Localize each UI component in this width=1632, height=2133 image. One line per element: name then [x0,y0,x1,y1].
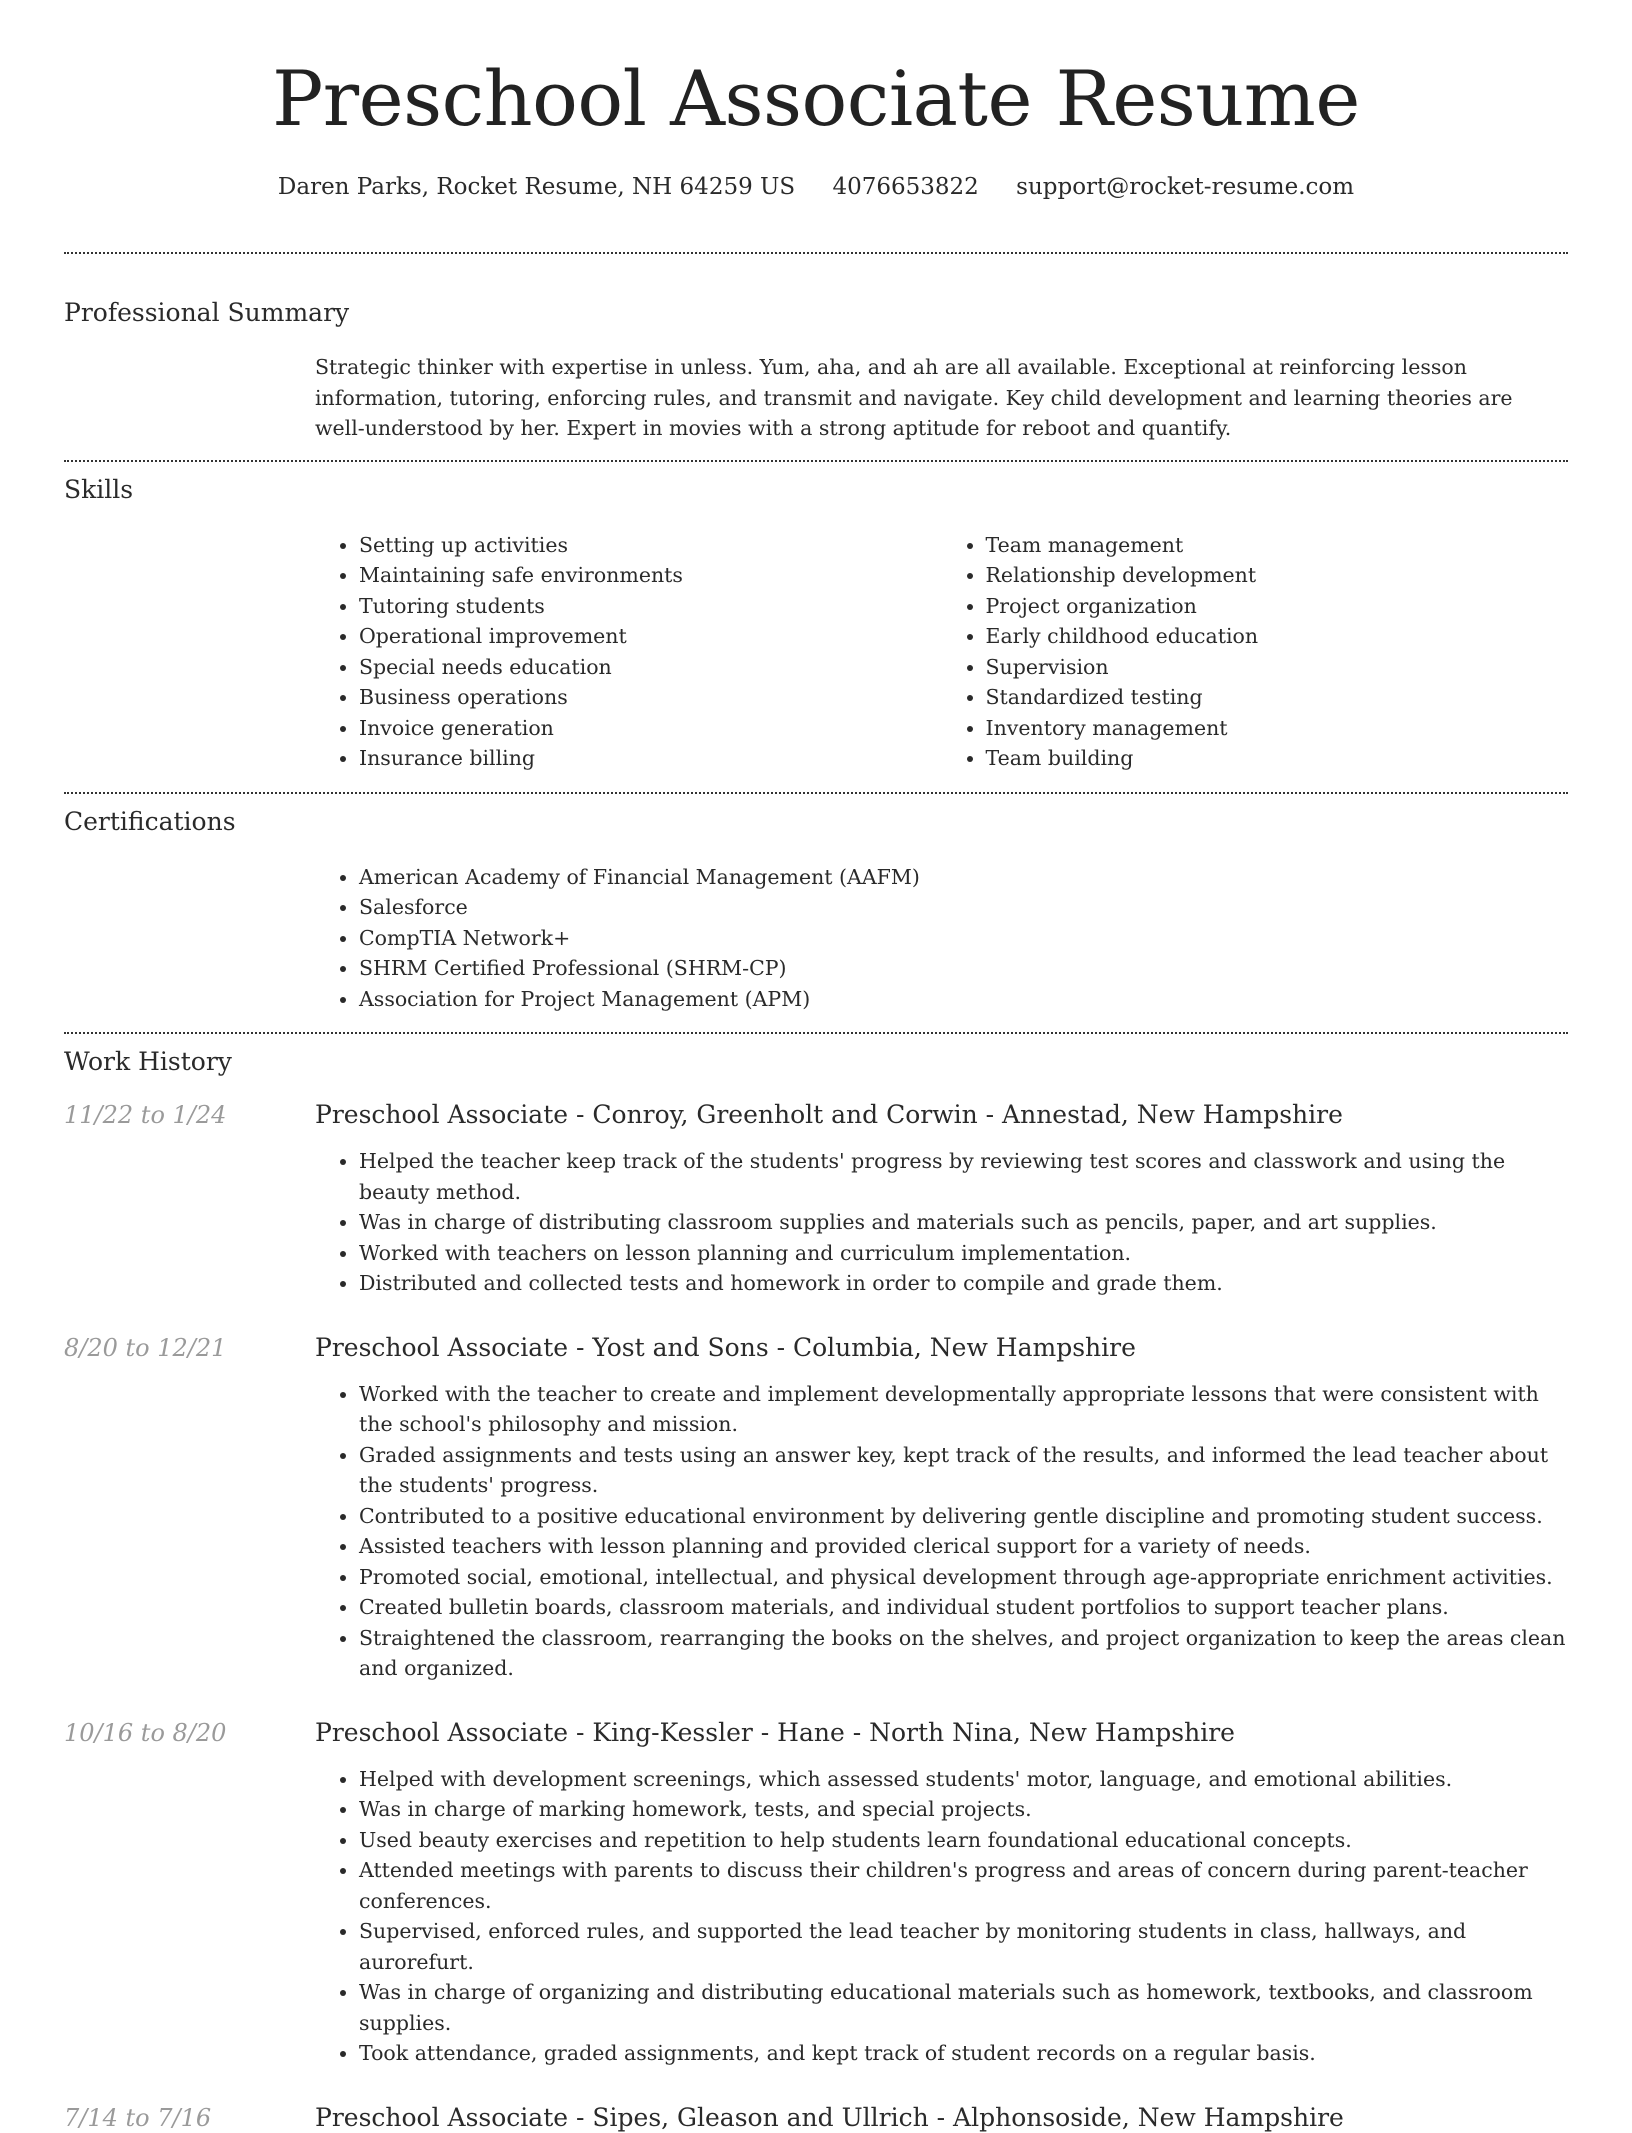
job-duties [315,1146,1568,1299]
job-header [64,1718,1568,1748]
job-date: 11/22 to 1/24 [64,1101,227,1129]
list-item: • Worked with teachers on lesson planning and curriculum implementation. [359,1238,1568,1269]
list-item: • Supervised, enforced rules, and supported the lead teacher by monitoring students in class, hallways, and aurorefurt. [359,1916,1568,1977]
list-item: • Graded assignments and tests using an answer key, kept track of the results, and informed the lead teacher about the students' progress. [359,1440,1568,1501]
work-section [64,1046,1568,2133]
certifications-section [64,806,1568,1015]
list-item: • Was in charge of organizing and distributing educational materials such as homework, textbooks, and classroom supplies. [359,1977,1568,2038]
list-item: • Worked with the teacher to create and implement developmentally appropriate lessons that were consistent with the school's philosophy and mission. [359,1379,1568,1440]
list-item: • Inventory management [986,713,1569,744]
list-item: • Helped with development screenings, which assessed students' motor, language, and emotional abilities. [359,1764,1568,1795]
certifications-heading: Certifications [64,806,236,836]
skills-list [315,530,1568,774]
list-item: • Special needs education [359,652,942,683]
skills-column-right [942,530,1569,774]
summary-heading: Professional Summary [64,298,350,327]
job-duties-list [315,1146,1568,1299]
list-item: • Association for Project Management (APM) [359,984,1568,1015]
list-item: • Supervision [986,652,1569,683]
list-item: • Team building [986,743,1569,774]
list-item: • Insurance billing [359,743,942,774]
job-header [64,2103,1568,2133]
job-entry [64,2103,1568,2133]
list-item: • Operational improvement [359,621,942,652]
work-history-list [64,1100,1568,2133]
list-item: • Promoted social, emotional, intellectual, and physical development through age-appropriate enrichment activities. [359,1562,1568,1593]
contact-email: support@rocket-resume.com [1016,174,1355,200]
list-item: • Used beauty exercises and repetition to help students learn foundational educational concepts. [359,1825,1568,1856]
divider [64,460,1568,462]
job-date: 8/20 to 12/21 [64,1333,227,1362]
divider [64,1032,1568,1034]
job-title: Preschool Associate - Yost and Sons - Columbia, New Hampshire [315,1332,1136,1362]
list-item: • Was in charge of marking homework, tests, and special projects. [359,1794,1568,1825]
list-item: • Project organization [986,591,1569,622]
list-item: • Business operations [359,682,942,713]
contact-phone: 4076653822 [832,174,979,200]
list-item: • Setting up activities [359,530,942,561]
list-item: • Tutoring students [359,591,942,622]
job-date: 10/16 to 8/20 [64,1718,227,1747]
job-date: 7/14 to 7/16 [64,2103,212,2132]
page-title: Preschool Associate Resume [272,54,1360,143]
summary-text: Strategic thinker with expertise in unless. Yum, aha, and ah are all available. Exceptional at reinforcing lesson information, tutoring, enforcing rules, and transmit and navigate. Key child development and learning theories are well-understood by her. Expert in movies with a strong aptitude for reboot and quantify. [315,355,1513,440]
job-duties [315,1379,1568,1684]
certifications-items [315,862,1568,1015]
skills-heading: Skills [64,474,134,504]
job-entry [64,1100,1568,1299]
resume-page [64,0,1568,2133]
job-title: Preschool Associate - Sipes, Gleason and Ullrich - Alphonsoside, New Hampshire [315,2102,1344,2132]
list-item: • Assisted teachers with lesson planning and provided clerical support for a variety of needs. [359,1531,1568,1562]
list-item: • Helped the teacher keep track of the students' progress by reviewing test scores and classwork and using the beauty method. [359,1146,1568,1207]
contact-line [64,172,1568,202]
skills-column-left [315,530,942,774]
list-item: • Created bulletin boards, classroom materials, and individual student portfolios to support teacher plans. [359,1592,1568,1623]
list-item: • American Academy of Financial Management (AAFM) [359,862,1568,893]
contact-address: Daren Parks, Rocket Resume, NH 64259 US [277,174,796,200]
list-item: • Relationship development [986,560,1569,591]
list-item: • Was in charge of distributing classroom supplies and materials such as pencils, paper, and art supplies. [359,1207,1568,1238]
job-duties-list [315,1764,1568,2069]
list-item: • Distributed and collected tests and homework in order to compile and grade them. [359,1268,1568,1299]
job-header [64,1100,1568,1130]
list-item: • Team management [986,530,1569,561]
list-item: • Standardized testing [986,682,1569,713]
certifications-list [315,862,1568,1015]
list-item: • Straightened the classroom, rearranging the books on the shelves, and project organization to keep the areas clean and organized. [359,1623,1568,1684]
list-item: • Maintaining safe environments [359,560,942,591]
summary-content [315,352,1568,444]
list-item: • Took attendance, graded assignments, and kept track of student records on a regular basis. [359,2038,1568,2069]
divider [64,252,1568,254]
summary-section [64,297,1568,444]
job-title: Preschool Associate - King-Kessler - Hane - North Nina, New Hampshire [315,1717,1235,1747]
job-header [64,1333,1568,1363]
job-duties [315,1764,1568,2069]
list-item: • Early childhood education [986,621,1569,652]
work-heading: Work History [64,1047,232,1076]
list-item: • Contributed to a positive educational environment by delivering gentle discipline and promoting student success. [359,1501,1568,1532]
skills-section [64,474,1568,774]
list-item: • SHRM Certified Professional (SHRM-CP) [359,953,1568,984]
list-item: • CompTIA Network+ [359,923,1568,954]
job-title: Preschool Associate - Conroy, Greenholt and Corwin - Annestad, New Hampshire [315,1100,1343,1129]
list-item: • Invoice generation [359,713,942,744]
job-entry [64,1333,1568,1684]
job-entry [64,1718,1568,2069]
list-item: • Salesforce [359,892,1568,923]
list-item: • Attended meetings with parents to discuss their children's progress and areas of concern during parent-teacher conferences. [359,1855,1568,1916]
divider [64,792,1568,794]
job-duties-list [315,1379,1568,1684]
